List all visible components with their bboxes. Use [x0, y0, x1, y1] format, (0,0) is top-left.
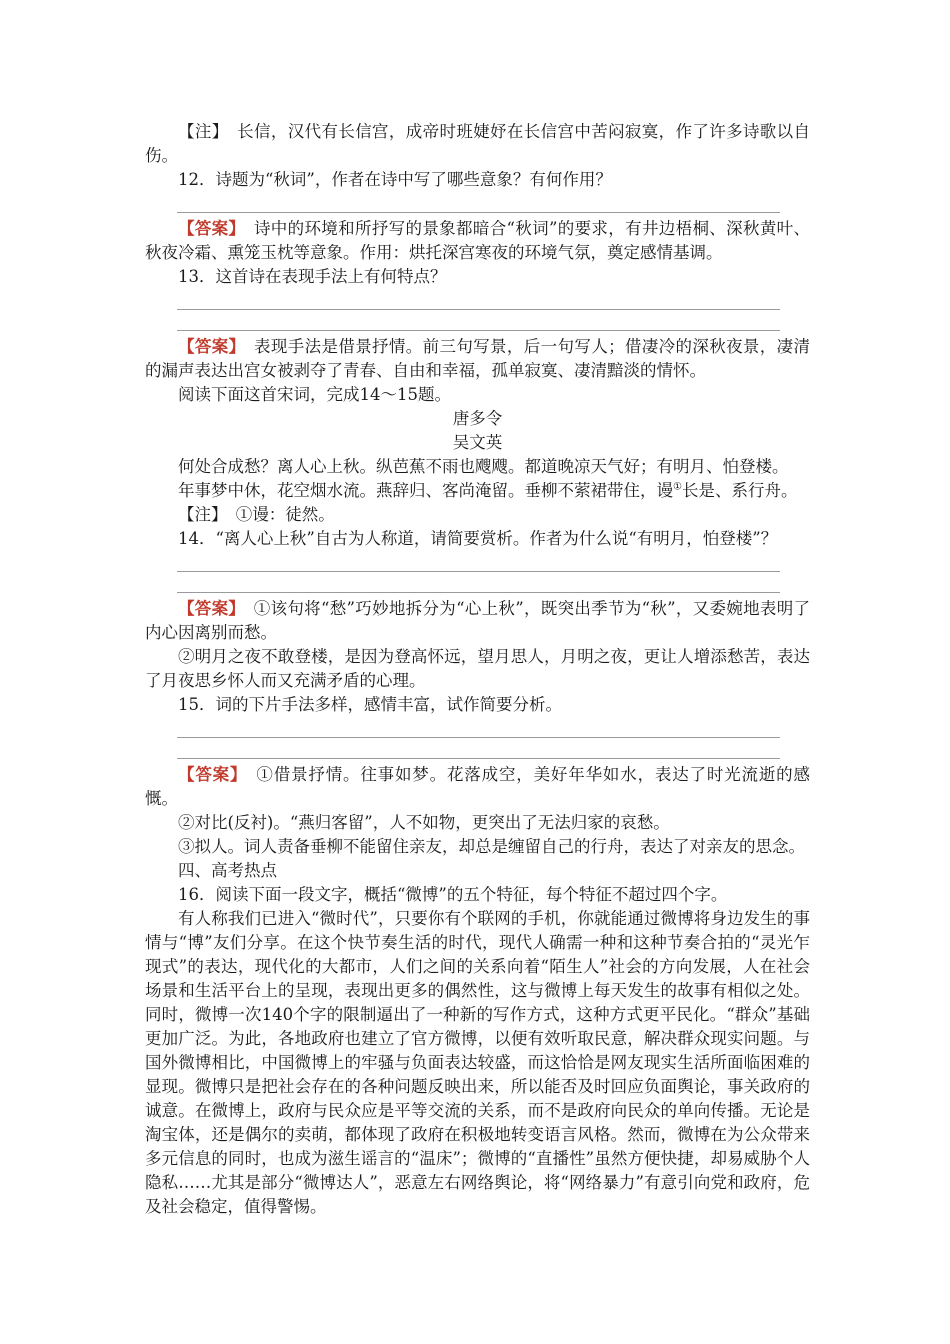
answer-15-part-3: ③拟人。词人责备垂柳不能留住亲友，却总是缠留自己的行舟，表达了对亲友的思念。	[178, 837, 805, 856]
reading-passage: 有人称我们已进入“微时代”，只要你有个联网的手机，你就能通过微博将身边发生的事情与“博”友们分享。在这个快节奏生活的时代，现代人确需一种和这种节奏合拍的“灵光乍现式”的表达，现代化的大都市，人们之间的关系向着“陌生人”社会的方向发展，人在社会场景和生活平台上的呈现，表现出更多的偶然性，这与微博上每天发生的故事有相似之处。同时，微博一次140个字的限制逼出了一种新的写作方式，这种方式更平民化。“群众”基础更加广泛。为此，各地政府也建立了官方微博，以便有效听取民意，解决群众现实问题。与国外微博相比，中国微博上的牢骚与负面表达较盛，而这恰恰是网友现实生活所面临困难的显现。微博只是把社会存在的各种问题反映出来，所以能否及时回应负面舆论，事关政府的诚意。在微博上，政府与民众应是平等交流的关系，而不是政府向民众的单向传播。无论是淘宝体，还是偶尔的卖萌，都体现了政府在积极地转变语言风格。然而，微博在为公众带来多元信息的同时，也成为滋生谣言的“温床”；微博的“直播性”虽然方便快捷，却易威胁个人隐私……尤其是部分“微博达人”，恶意左右网络舆论，将“网络暴力”有意引向党和政府，危及社会稳定，值得警惕。	[145, 909, 810, 1216]
section-heading: 四、高考热点	[178, 861, 277, 880]
note-label: 【注】	[178, 505, 220, 524]
reading-intro: 阅读下面这首宋词，完成14～15题。	[178, 385, 451, 404]
answer-label: 【答案】	[178, 765, 240, 784]
answer-blank-line	[177, 310, 780, 331]
answer-blank-line	[177, 551, 780, 572]
answer-blank-line	[177, 738, 780, 759]
answer-label: 【答案】	[178, 337, 238, 356]
answer-label: 【答案】	[178, 599, 237, 618]
answer-blank-line	[177, 289, 780, 310]
note-text: ①谩：徒然。	[219, 505, 335, 524]
poem-line-1: 何处合成愁？离人心上秋。纵芭蕉不雨也飕飕。都道晚凉天气好；有明月、怕登楼。	[178, 457, 789, 476]
question-12: 12．诗题为“秋词”，作者在诗中写了哪些意象？有何作用？	[178, 170, 612, 189]
answer-text: ①借景抒情。往事如梦。花落成空，美好年华如水，表达了时光流逝的感慨。	[145, 765, 811, 808]
question-14: 14．“离人心上秋”自古为人称道，请简要赏析。作者为什么说“有明月，怕登楼”？	[178, 529, 778, 548]
footnote-marker: ①	[673, 481, 682, 493]
document-content	[145, 120, 810, 1219]
poem-line-2-part-a: 年事梦中休，花空烟水流。燕辞归、客尚淹留。垂柳不萦裙带住，谩	[178, 481, 673, 500]
answer-blank-line	[177, 717, 780, 738]
answer-15	[145, 763, 810, 811]
answer-14-part-2: ②明月之夜不敢登楼，是因为登高怀远，望月思人，月明之夜，更让人增添愁苦，表达了月夜思乡怀人而又充满矛盾的心理。	[145, 647, 810, 690]
note-text: 长信，汉代有长信宫，成帝时班婕妤在长信宫中苦闷寂寞，作了许多诗歌以自伤。	[145, 122, 811, 165]
poem-author: 吴文英	[452, 433, 503, 452]
answer-13	[145, 335, 810, 383]
question-13: 13．这首诗在表现手法上有何特点？	[178, 267, 447, 286]
note-1	[145, 120, 810, 168]
answer-label: 【答案】	[178, 219, 238, 238]
poem-title: 唐多令	[452, 409, 503, 428]
note-label: 【注】	[178, 122, 221, 141]
answer-text: ①该句将“愁”巧妙地拆分为“心上秋”，既突出季节为“秋”，又委婉地表明了内心因离别而愁。	[145, 599, 810, 642]
answer-blank-line	[177, 192, 780, 213]
answer-14	[145, 597, 810, 645]
question-15: 15．词的下片手法多样，感情丰富，试作简要分析。	[178, 695, 562, 714]
answer-15-part-2: ②对比(反衬)。“燕归客留”，人不如物，更突出了无法归家的哀愁。	[178, 813, 670, 832]
answer-text: 诗中的环境和所抒写的景象都暗合“秋词”的要求，有井边梧桐、深秋黄叶、秋夜冷霜、熏笼玉枕等意象。作用：烘托深宫寒夜的环境气氛，奠定感情基调。	[145, 219, 810, 262]
poem-line-2-part-b: 长是、系行舟。	[681, 481, 798, 500]
answer-12	[145, 217, 810, 265]
note-2	[145, 503, 810, 527]
poem-line-2	[145, 479, 810, 503]
answer-blank-line	[177, 572, 780, 593]
question-16: 16．阅读下面一段文字，概括“微博”的五个特征，每个特征不超过四个字。	[178, 885, 728, 904]
answer-text: 表现手法是借景抒情。前三句写景，后一句写人；借凄冷的深秋夜景，凄清的漏声表达出宫女被剥夺了青春、自由和幸福，孤单寂寞、凄清黯淡的情怀。	[145, 337, 811, 380]
